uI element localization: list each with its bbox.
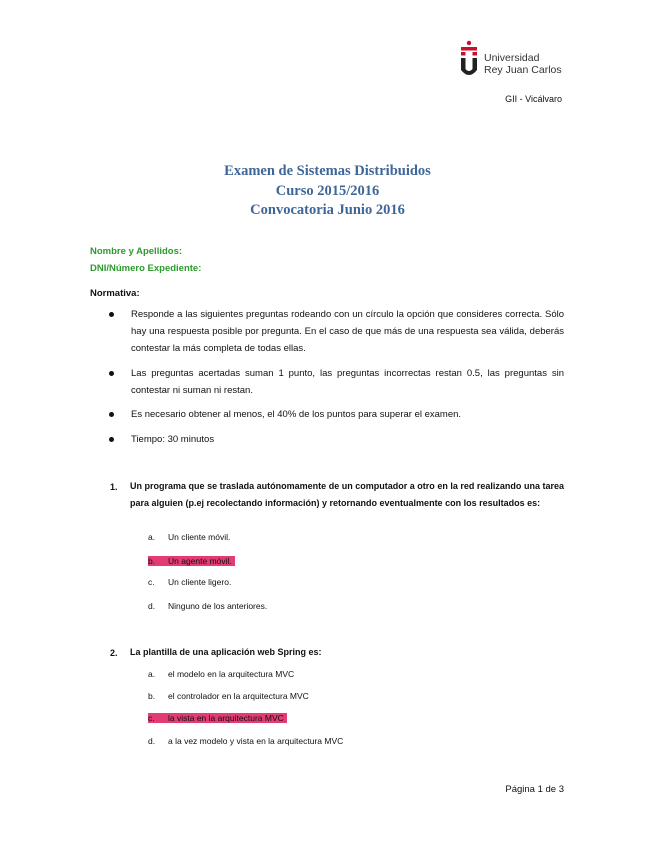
question-number: 2. xyxy=(110,648,118,658)
name-label: Nombre y Apellidos: xyxy=(90,246,183,257)
campus-label: GII - Vicálvaro xyxy=(505,94,562,104)
option-letter: c. xyxy=(148,713,155,723)
question-text: Un programa que se traslada autónomamente de un computador a otro en la red realizando una tarea para alguien (p.ej recolectando información) y retornando eventualmente con los resultados es: xyxy=(130,481,564,508)
option-text: el modelo en la arquitectura MVC xyxy=(168,669,295,679)
bullet-icon xyxy=(109,437,114,442)
question-text: La plantilla de una aplicación web Spring es: xyxy=(130,647,322,657)
rule-item: Responde a las siguientes preguntas rodeando con un círculo la opción que consideres correcta. Sólo hay una respuesta posible por pregunta. En el caso de que más de una respuesta sea válida, deberás contestar la más completa de todas ellas. xyxy=(131,309,564,354)
option-text: Un cliente ligero. xyxy=(168,577,232,587)
answer-option[interactable] xyxy=(148,531,230,544)
question-number: 1. xyxy=(110,482,118,492)
id-label: DNI/Número Expediente: xyxy=(90,263,202,274)
answer-highlight xyxy=(148,713,287,723)
page-number: Página 1 de 3 xyxy=(505,784,564,795)
answer-highlight xyxy=(148,556,235,566)
rule-item: Es necesario obtener al menos, el 40% de los puntos para superar el examen. xyxy=(131,409,462,420)
option-letter: d. xyxy=(148,736,156,746)
option-text: Un agente móvil. xyxy=(168,556,232,566)
option-letter: d. xyxy=(148,601,156,611)
option-text: Ninguno de los anteriores. xyxy=(168,601,268,611)
title-line1: Examen de Sistemas Distribuidos xyxy=(224,163,431,179)
answer-option[interactable] xyxy=(148,668,294,681)
rule-item: Tiempo: 30 minutos xyxy=(131,434,215,445)
option-text: el controlador en la arquitectura MVC xyxy=(168,691,309,701)
option-text: la vista en la arquitectura MVC xyxy=(168,713,284,723)
normativa-heading: Normativa: xyxy=(90,288,140,299)
bullet-icon xyxy=(109,312,114,317)
answer-option[interactable] xyxy=(148,600,267,613)
answer-option-selected[interactable] xyxy=(148,555,235,568)
bullet-icon xyxy=(109,412,114,417)
university-line2: Rey Juan Carlos xyxy=(484,64,562,76)
title-line3: Convocatoria Junio 2016 xyxy=(250,202,405,218)
answer-option[interactable] xyxy=(148,735,343,748)
university-logo xyxy=(459,40,562,78)
option-letter: b. xyxy=(148,691,156,701)
rule-item: Las preguntas acertadas suman 1 punto, las preguntas incorrectas restan 0.5, las preguntas sin contestar ni suman ni restan. xyxy=(131,368,564,396)
exam-title xyxy=(0,162,655,221)
answer-option[interactable] xyxy=(148,690,309,703)
title-line2: Curso 2015/2016 xyxy=(275,182,380,199)
option-text: a la vez modelo y vista en la arquitectura MVC xyxy=(168,736,344,746)
bullet-icon xyxy=(109,371,114,376)
option-letter: a. xyxy=(148,532,156,542)
answer-option[interactable] xyxy=(148,576,231,589)
option-letter: a. xyxy=(148,669,156,679)
answer-option-selected[interactable] xyxy=(148,712,287,725)
option-text: Un cliente móvil. xyxy=(168,532,231,542)
university-name xyxy=(484,52,562,76)
urjc-logo-icon xyxy=(459,40,479,78)
option-letter: c. xyxy=(148,577,155,587)
university-line1: Universidad xyxy=(484,52,540,64)
option-letter: b. xyxy=(148,556,156,566)
